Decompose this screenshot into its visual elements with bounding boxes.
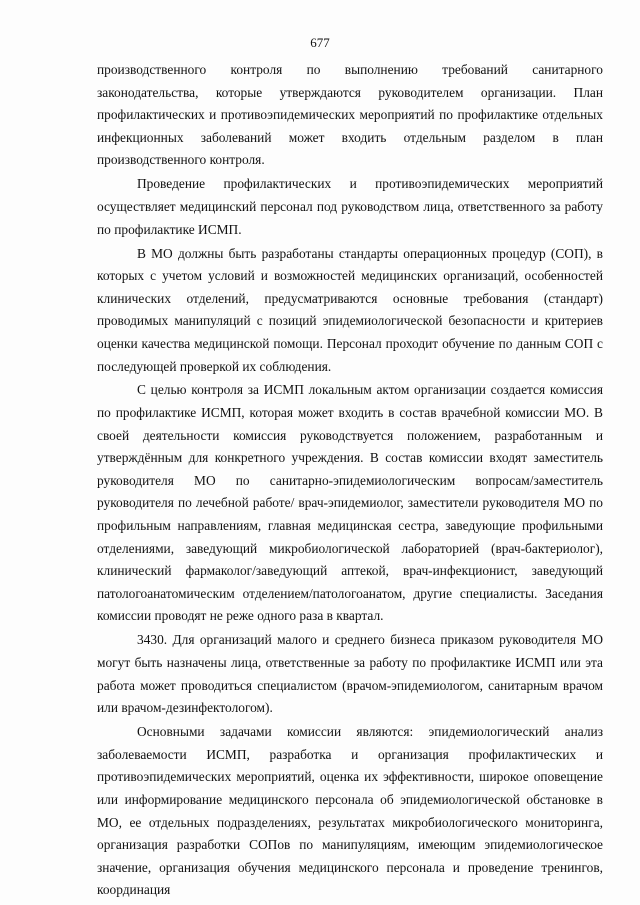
- paragraph-1: производственного контроля по выполнению требований санитарного законодательства, которые утверждаются руководителем организации. План профилактических и противоэпидемических мероприятий по профилактике отдельных инфекционных заболеваний может входить отдельным разделом в план производственного контроля.: [97, 62, 603, 168]
- paragraph-5: 3430. Для организаций малого и среднего бизнеса приказом руководителя МО могут быть назначены лица, ответственные за работу по профилактике ИСМП или эта работа может проводиться специалистом (врачом-эпидемиологом, санитарным врачом или врачом-дезинфектологом).: [97, 632, 603, 716]
- paragraph-2: Проведение профилактических и противоэпидемических мероприятий осуществляет медицинский персонал под руководством лица, ответственного за работу по профилактике ИСМП.: [97, 176, 603, 237]
- paragraph-6: Основными задачами комиссии являются: эпидемиологический анализ заболеваемости ИСМП, разработка и организация профилактических и противоэпидемических мероприятий, оценка их эффективности, широкое оповещение или информирование медицинского персонала об эпидемиологической обстановке в МО, ее отдельных подразделениях, результатах микробиологического мониторинга, организация разработки СОПов по манипуляциям, имеющим эпидемиологическое значение, организация обучения медицинского персонала и проведение тренингов, координация: [97, 724, 603, 898]
- page-number: 677: [310, 35, 330, 50]
- page-body: [97, 59, 603, 902]
- paragraph-4: С целью контроля за ИСМП локальным актом организации создается комиссия по профилактике ИСМП, которая может входить в состав врачебной комиссии МО. В своей деятельности комиссия руководствуется положением, разработанным и утверждённым для конкретного учреждения. В состав комиссии входят заместитель руководителя МО по санитарно-эпидемиологическим вопросам/заместитель руководителя по лечебной работе/ врач-эпидемиолог, заместители руководителя МО по профильным направлениям, главная медицинская сестра, заведующие профильными отделениями, заведующий микробиологической лабораторией (врач-бактериолог), клинический фармаколог/заведующий аптекой, врач-инфекционист, заведующий патологоанатомическим отделением/патологоанатом, другие специалисты. Заседания комиссии проводят не реже одного раза в квартал.: [97, 382, 603, 624]
- paragraph-3: В МО должны быть разработаны стандарты операционных процедур (СОП), в которых с учетом условий и возможностей медицинских организаций, особенностей клинических отделений, предусматриваются основные требования (стандарт) проводимых манипуляций с позиций эпидемиологической безопасности и критериев оценки качества медицинской помощи. Персонал проходит обучение по данным СОП с последующей проверкой их соблюдения.: [97, 245, 603, 374]
